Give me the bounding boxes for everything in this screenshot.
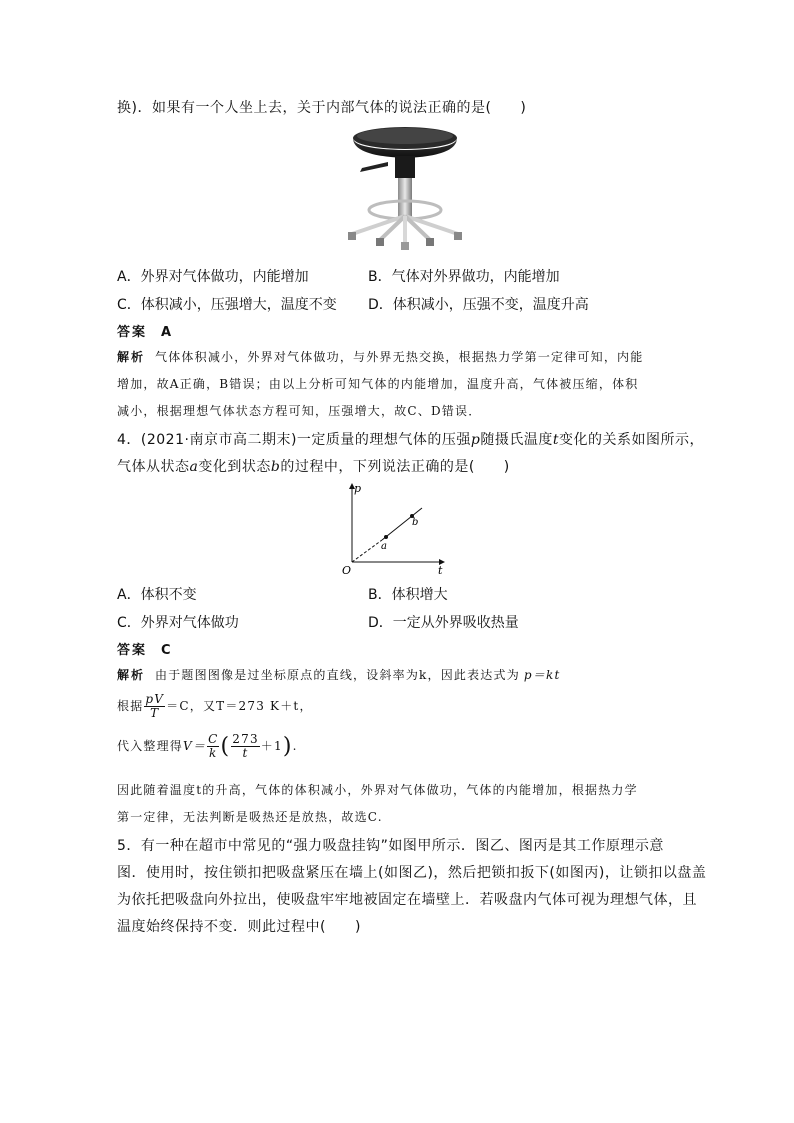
q3-option-d: D．体积减小，压强不变，温度升高 <box>368 297 589 313</box>
q3-stem-tail: 换)．如果有一个人坐上去，关于内部气体的说法正确的是( ) <box>117 100 527 116</box>
answer-label: 答案 <box>117 325 148 340</box>
fraction-pv-t: $\frac{pV}{T}$ <box>145 692 165 720</box>
answer-value: A <box>161 325 172 340</box>
analysis-text: 气体体积减小，外界对气体做功，与外界无热交换，根据热力学第一定律可知，内能 <box>155 350 644 364</box>
analysis-label: 解析 <box>117 668 146 682</box>
analysis-text: 根据 <box>117 699 144 713</box>
q5-line4: 温度始终保持不变．则此过程中( ) <box>117 919 361 935</box>
var-b: b <box>270 459 281 475</box>
answer-label: 答案 <box>117 643 148 658</box>
analysis-text: 由于题图图像是过坐标原点的直线，设斜率为k，因此表达式为 <box>155 668 520 682</box>
q4-stem-line2 <box>117 456 510 476</box>
y-axis-label: p <box>354 482 362 495</box>
var-p: p <box>470 432 481 448</box>
stem-text: 变化的关系如图所示， <box>559 432 705 448</box>
open-paren: ( <box>220 734 231 759</box>
point-a-marker <box>384 535 388 539</box>
analysis-equation: p＝kt <box>523 668 561 682</box>
q5-line1: 5．有一种在超市中常见的“强力吸盘挂钩”如图甲所示．图乙、图丙是其工作原理示意 <box>117 838 664 854</box>
close-paren: ) <box>282 734 293 759</box>
q4-analysis-line5: 第一定律，无法判断是吸热还是放热，故选C. <box>117 810 383 824</box>
q4-analysis-line1 <box>117 666 560 683</box>
q3-analysis-line3: 减小，根据理想气体状态方程可知，压强增大，故C、D错误． <box>117 404 482 418</box>
stem-text: 气体从状态 <box>117 459 190 475</box>
answer-value: C <box>161 643 171 658</box>
q3-option-c: C．体积减小，压强增大，温度不变 <box>117 297 337 313</box>
q4-option-c: C．外界对气体做功 <box>117 615 239 631</box>
point-b-label: b <box>412 517 419 528</box>
analysis-label: 解析 <box>117 350 146 364</box>
q3-analysis-line2: 增加，故A正确，B错误；由以上分析可知气体的内能增加，温度升高，气体被压缩，体积 <box>117 377 639 391</box>
stem-text: 4．(2021·南京市高二期末)一定质量的理想气体的压强 <box>117 432 471 448</box>
var-t: t <box>552 432 560 448</box>
point-a-label: a <box>381 541 387 552</box>
q4-option-a: A．体积不变 <box>117 587 197 603</box>
q4-option-d: D．一定从外界吸收热量 <box>368 615 519 631</box>
analysis-var-v: V＝ <box>183 739 207 753</box>
q4-stem-line1 <box>117 429 704 449</box>
stem-text: 的过程中，下列说法正确的是( ) <box>280 459 510 475</box>
analysis-text: ＝C，又T＝273 K＋t， <box>166 699 313 713</box>
q4-analysis-line3: 代入整理得V＝ $\frac{C}{k}$ ( $\frac{273}{t}$ ＋1). <box>117 732 298 760</box>
fraction-c-k: $\frac{C}{k}$ <box>208 732 219 760</box>
var-a: a <box>189 459 199 475</box>
stem-text: 随摄氏温度 <box>480 432 553 448</box>
dashed-extension <box>352 540 382 562</box>
q4-answer <box>117 639 171 658</box>
q4-option-b: B．体积增大 <box>368 587 448 603</box>
fraction-273-t: $\frac{273}{t}$ <box>232 732 259 760</box>
origin-label: O <box>342 564 352 577</box>
q3-option-a: A．外界对气体做功，内能增加 <box>117 269 309 285</box>
analysis-text: ＋1 <box>260 739 283 753</box>
stem-text: 变化到状态 <box>198 459 271 475</box>
q3-option-b: B．气体对外界做功，内能增加 <box>368 269 560 285</box>
stool-drawing <box>340 122 470 252</box>
x-axis-label: t <box>438 564 443 577</box>
stool-image <box>340 122 470 252</box>
q4-analysis-line4: 因此随着温度t的升高，气体的体积减小，外界对气体做功，气体的内能增加，根据热力学 <box>117 783 638 797</box>
q5-line3: 为依托把吸盘向外拉出，使吸盘牢牢地被固定在墙壁上．若吸盘内气体可视为理想气体，且 <box>117 892 697 908</box>
q5-line2: 图．使用时，按住锁扣把吸盘紧压在墙上(如图乙)，然后把锁扣扳下(如图丙)，让锁扣以盘盖 <box>117 865 707 881</box>
pt-graph-svg <box>340 478 450 578</box>
pt-graph <box>340 478 450 578</box>
analysis-text: 代入整理得 <box>117 739 184 753</box>
q4-analysis-line2 <box>117 693 313 720</box>
q3-analysis-line1 <box>117 348 643 365</box>
q3-answer <box>117 321 171 340</box>
